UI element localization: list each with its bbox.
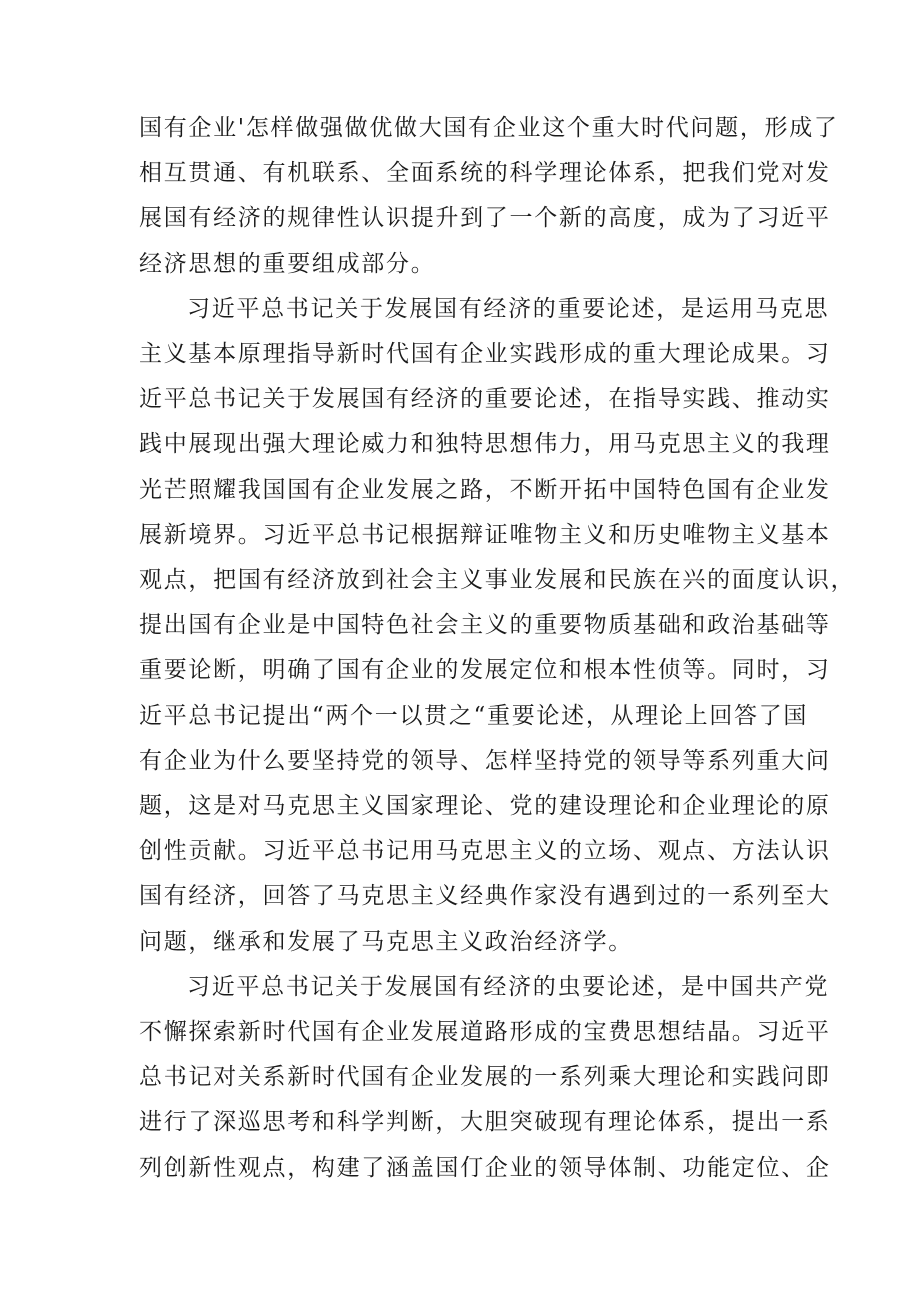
text-line: 问题，继承和发展了马克思主义政治经济学。 — [139, 928, 633, 955]
text-line: 光芒照耀我国国有企业发展之路，不断开拓中国特色国有企业发 — [139, 476, 831, 503]
text-line: 进行了深巡思考和科学判断，大胆突破现有理论体系，提出一系 — [139, 1109, 831, 1136]
text-line: 相互贯通、有机联系、全面系统的科学理论体系，把我们党对发 — [139, 160, 831, 187]
text-line: 观点，把国有经济放到社会主义事业发展和民族在兴的面度认识， — [139, 567, 856, 594]
text-line: 习近平总书记关于发展国有经济的重要论述，是运用马克思 — [187, 295, 830, 322]
text-line: 创性贡献。习近平总书记用马克思主义的立场、观点、方法认识 — [139, 838, 831, 865]
text-line: 总书记对关系新时代国有企业发展的一系列乘大理论和实践问即 — [139, 1064, 831, 1091]
text-line: 近平总书记提出“两个一以贯之“重要论述，从理论上回答了国 — [139, 702, 809, 729]
text-line: 有企业为什么要坚持党的领导、怎样坚持党的领导等系列重大问 — [139, 747, 831, 774]
text-line: 经济思想的重要组成部分。 — [139, 250, 436, 277]
text-line: 提出国有企业是中国特色社会主义的重要物质基础和政治基础等 — [139, 612, 831, 639]
text-line: 展国有经济的规律性认识提升到了一个新的高度，成为了习近平 — [139, 205, 831, 232]
text-line: 重要论断，明确了国有企业的发展定位和根本性侦等。同时，习 — [139, 657, 831, 684]
document-body — [139, 106, 856, 1191]
paragraph-1 — [139, 106, 839, 287]
paragraph-2 — [139, 287, 856, 965]
text-line: 习近平总书记关于发展国有经济的虫要论述，是中国共产党 — [187, 973, 830, 1000]
text-line: 列创新性观点，构建了涵盖国仃企业的领导体制、功能定位、企 — [139, 1154, 831, 1181]
text-line: 践中展现出强大理论威力和独特思想伟力，用马克思主义的我理 — [139, 431, 831, 458]
paragraph-3 — [139, 965, 831, 1191]
text-line: 近平总书记关于发展国有经济的重要论述，在指导实践、推动实 — [139, 386, 831, 413]
text-line: 不懈探索新时代国有企业发展道路形成的宝费思想结晶。习近平 — [139, 1019, 831, 1046]
text-line: 主义基本原理指导新时代国有企业实践形成的重大理论成果。习 — [139, 341, 831, 368]
text-line: 展新境界。习近平总书记根据辩证唯物主义和历史唯物主义基本 — [139, 521, 831, 548]
text-line: 国有企业'怎样做强做优做大国有企业这个重大时代问题，形成了 — [139, 115, 839, 141]
text-line: 国有经济，回答了马克思主义经典作家没有遇到过的一系列至大 — [139, 883, 831, 910]
text-line: 题，这是对马克思主义国家理论、党的建设理论和企业理论的原 — [139, 793, 831, 820]
